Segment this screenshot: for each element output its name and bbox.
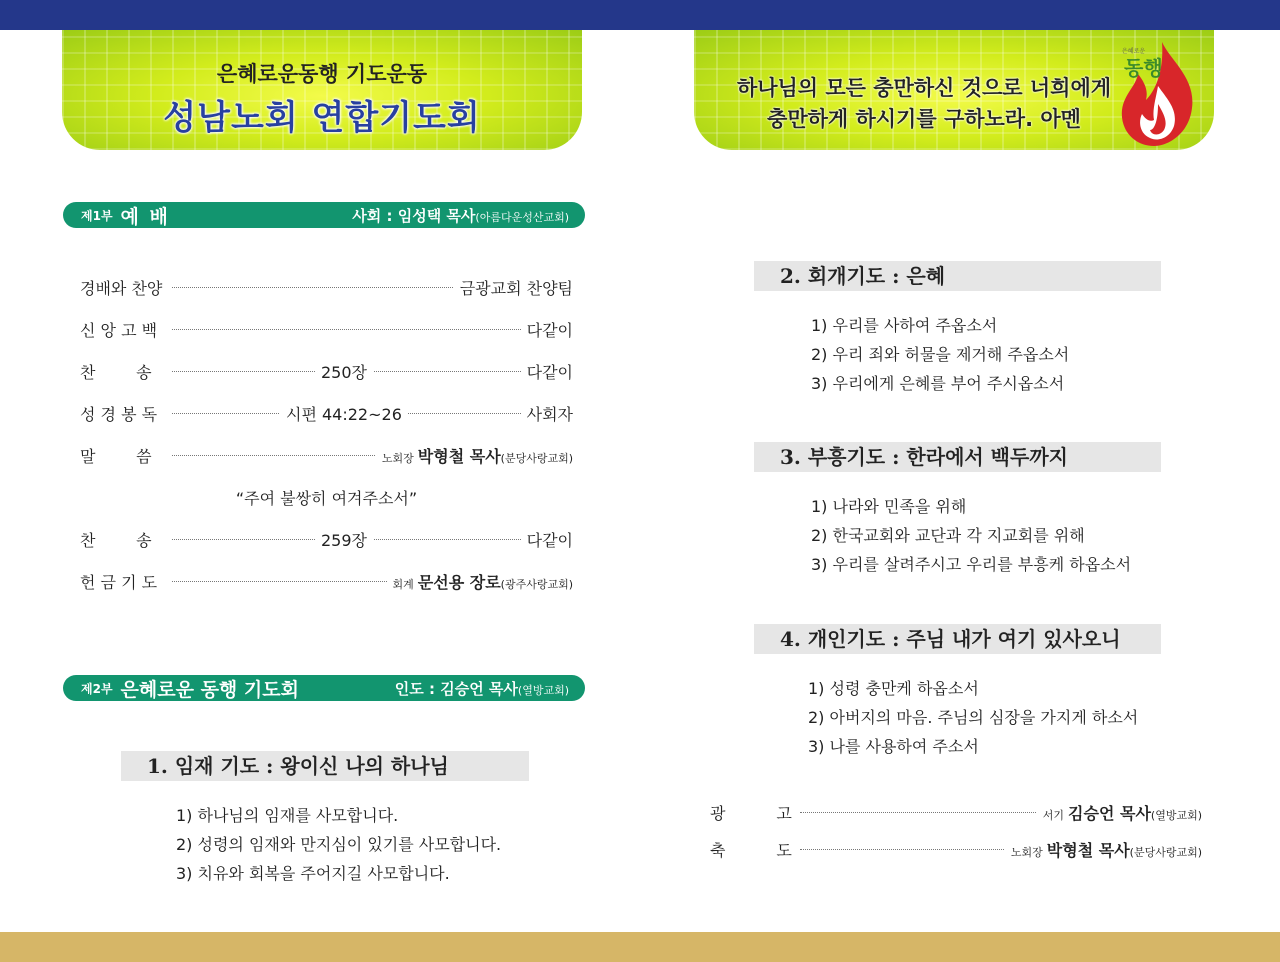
part1-title: 예 배 <box>120 205 170 228</box>
prayer-heading-1: 1. 임재 기도 : 왕이신 나의 하나님 <box>121 751 529 781</box>
prayer-item: 3) 우리에게 은혜를 부어 주시옵소서 <box>811 374 1065 393</box>
prayer-item: 2) 성령의 임재와 만지심이 있기를 사모합니다. <box>176 835 502 854</box>
prayer-item: 1) 나라와 민족을 위해 <box>811 497 967 516</box>
part2-label: 제2부 <box>81 681 113 696</box>
part2-title: 은혜로운 동행 기도회 <box>120 678 299 701</box>
prayer-heading-4: 4. 개인기도 : 주님 내가 여기 있사오니 <box>754 624 1161 654</box>
order-row: 성 경 봉 독 시편 44:22~26 사회자 <box>80 402 573 424</box>
prayer-heading-2: 2. 회개기도 : 은혜 <box>754 261 1161 291</box>
title-banner <box>62 30 582 150</box>
flame-logo-icon <box>1112 38 1200 150</box>
part2-leader: 인도 : 김승언 목사(열방교회) <box>394 679 569 698</box>
banner-title: 성남노회 연합기도회 <box>163 98 481 138</box>
order-row: 헌 금 기 도 회계 문선용 장로(광주사랑교회) <box>80 570 573 592</box>
prayer-item: 2) 아버지의 마음. 주님의 심장을 가지게 하소서 <box>808 708 1139 727</box>
part2-header <box>63 675 585 701</box>
order-row: 경배와 찬양 금광교회 찬양팀 <box>80 276 573 298</box>
prayer-item: 3) 우리를 살려주시고 우리를 부흥케 하옵소서 <box>811 555 1132 574</box>
order-row: 찬 송 250장 다같이 <box>80 360 573 382</box>
prayer-item: 2) 우리 죄와 허물을 제거해 주옵소서 <box>811 345 1070 364</box>
order-row: 신 앙 고 백 다같이 <box>80 318 573 340</box>
part1-label: 제1부 <box>81 208 113 223</box>
sermon-title: “주여 불쌍히 여겨주소서” <box>235 489 418 508</box>
order-row: 말 씀 노회장 박형철 목사(분당사랑교회) <box>80 444 573 466</box>
prayer-item: 1) 성령 충만케 하옵소서 <box>808 679 979 698</box>
closing-row-benediction: 축 도 노회장 박형철 목사(분당사랑교회) <box>710 838 1202 860</box>
part1-header <box>63 202 585 228</box>
prayer-heading-3: 3. 부흥기도 : 한라에서 백두까지 <box>754 442 1161 472</box>
verse-line-2: 충만하게 하시기를 구하노라. 아멘 <box>767 107 1081 131</box>
prayer-item: 3) 치유와 회복을 주어지길 사모합니다. <box>176 864 450 883</box>
closing-row-announcements: 광 고 서기 김승언 목사(열방교회) <box>710 801 1202 823</box>
verse-banner <box>694 30 1214 150</box>
prayer-item: 1) 하나님의 임재를 사모합니다. <box>176 806 399 825</box>
verse-line-1: 하나님의 모든 충만하신 것으로 너희에게 <box>736 76 1112 100</box>
banner-subtitle: 은혜로운동행 기도운동 <box>216 62 428 86</box>
logo-text: 동행 <box>1124 56 1163 80</box>
order-row: 찬 송 259장 다같이 <box>80 528 573 550</box>
prayer-item: 2) 한국교회와 교단과 각 지교회를 위해 <box>811 526 1085 545</box>
prayer-item: 1) 우리를 사하여 주옵소서 <box>811 316 998 335</box>
logo-small-text: 은혜로운 <box>1122 48 1146 55</box>
prayer-item: 3) 나를 사용하여 주소서 <box>808 737 979 756</box>
bottom-color-band <box>0 932 1280 962</box>
part1-host: 사회 : 임성택 목사(아름다운성산교회) <box>352 206 569 225</box>
top-color-band <box>0 0 1280 30</box>
